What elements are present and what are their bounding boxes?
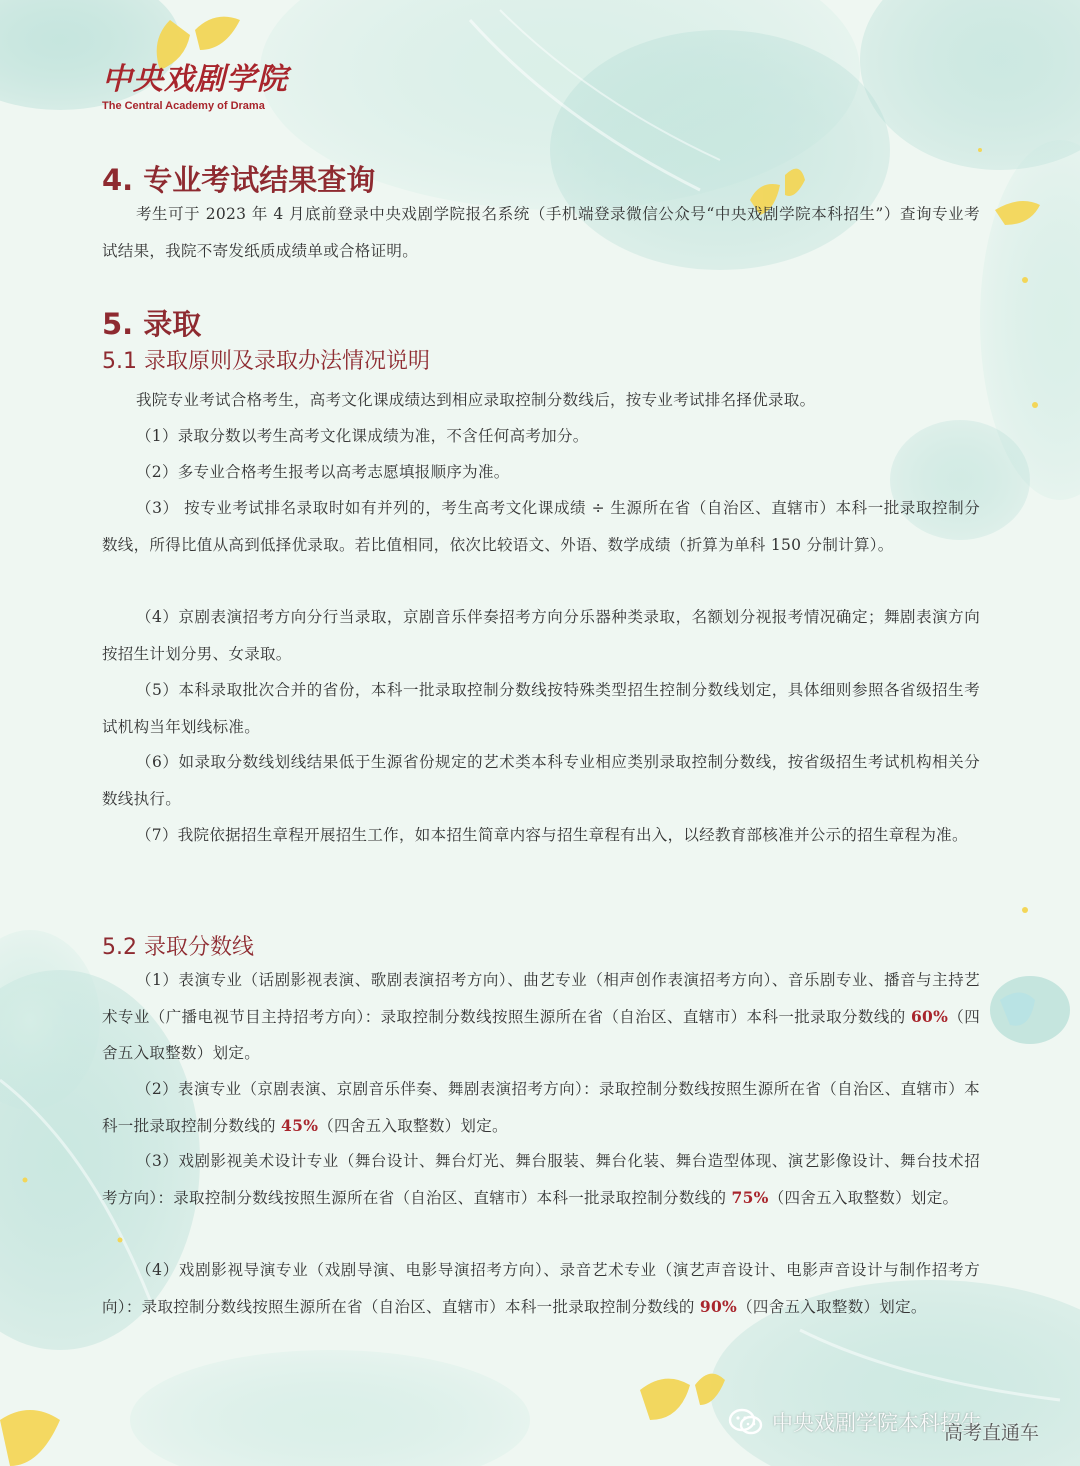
academy-logo [102,62,288,112]
score-line-text: （四舍五入取整数）划定。 [768,1188,959,1207]
score-line-item [102,1143,980,1216]
subsection-5-1-intro: 我院专业考试合格考生，高考文化课成绩达到相应录取控制分数线后，按专业考试排名择优录取。 [136,391,816,409]
score-line-item [102,962,980,1072]
subsection-5-2-title: 5.2 录取分数线 [102,935,254,960]
logo-english-name: The Central Academy of Drama [102,100,265,112]
score-percentage: 45% [281,1115,319,1135]
rule-item: （2）多专业合格考生报考以高考志愿填报顺序为准。 [136,463,510,481]
score-line-text: （四舍五入取整数）划定。 [102,1007,980,1062]
watermark-overlay-text: 高考直通车 [944,1422,1040,1444]
section-4-paragraph: 考生可于 2023 年 4 月底前登录中央戏剧学院报名系统（手机端登录微信公众号“中央戏剧学院本科招生”）查询专业考试结果，我院不寄发纸质成绩单或合格证明。 [102,205,980,260]
score-line-text: （四舍五入取整数）划定。 [318,1116,508,1135]
rule-item: （1）录取分数以考生高考文化课成绩为准，不含任何高考加分。 [136,427,589,445]
score-line-text: （4）戏剧影视导演专业（戏剧导演、电影导演招考方向）、录音艺术专业（演艺声音设计、电影声音设计与制作招考方向）：录取控制分数线按照生源所在省（自治区、直辖市）本科一批录取控制分数线的 [102,1261,980,1316]
watermark-text: 中央戏剧学院本科招生 [772,1411,982,1435]
rule-item: （3） 按专业考试排名录取时如有并列的，考生高考文化课成绩 ÷ 生源所在省（自治区、直辖市）本科一批录取控制分数线，所得比值从高到低择优录取。若比值相同，依次比较语文、外语、数学成绩（折算为单科 150 分制计算）。 [102,499,980,554]
subsection-5-1-title: 5.1 录取原则及录取办法情况说明 [102,349,430,374]
logo-chinese-name: 中央戏剧学院 [102,62,288,97]
score-line-text: （四舍五入取整数）划定。 [737,1297,927,1316]
score-line-item [102,1071,980,1144]
score-line-text: （2）表演专业（京剧表演、京剧音乐伴奏、舞剧表演招考方向）：录取控制分数线按照生源所在省（自治区、直辖市）本科一批录取控制分数线的 [102,1080,980,1135]
rule-item: （5）本科录取批次合并的省份，本科一批录取控制分数线按特殊类型招生控制分数线划定，具体细则参照各省级招生考试机构当年划线标准。 [102,681,980,736]
score-line-item [102,1252,980,1325]
score-line-text: （1）表演专业（话剧影视表演、歌剧表演招考方向）、曲艺专业（相声创作表演招考方向）、音乐剧专业、播音与主持艺术专业（广播电视节目主持招考方向）：录取控制分数线按照生源所在省（自治区、直辖市）本科一批录取分数线的 [102,971,980,1026]
section-5-title: 5. 录取 [102,307,202,341]
score-percentage: 60% [910,1006,949,1026]
score-line-text: （3）戏剧影视美术设计专业（舞台设计、舞台灯光、舞台服装、舞台化装、舞台造型体现、演艺影像设计、舞台技术招考方向）：录取控制分数线按照生源所在省（自治区、直辖市）本科一批录取控制分数线的 [102,1152,980,1207]
score-percentage: 75% [731,1187,769,1207]
rule-item: （4）京剧表演招考方向分行当录取，京剧音乐伴奏招考方向分乐器种类录取，名额划分视报考情况确定；舞剧表演方向按招生计划分男、女录取。 [102,608,980,663]
wechat-icon [728,1407,764,1437]
score-percentage: 90% [699,1296,738,1316]
section-4-title: 4. 专业考试结果查询 [102,163,376,197]
rule-item: （6）如录取分数线划线结果低于生源省份规定的艺术类本科专业相应类别录取控制分数线，按省级招生考试机构相关分数线执行。 [102,753,980,808]
rule-item: （7）我院依据招生章程开展招生工作，如本招生简章内容与招生章程有出入，以经教育部核准并公示的招生章程为准。 [136,826,968,844]
